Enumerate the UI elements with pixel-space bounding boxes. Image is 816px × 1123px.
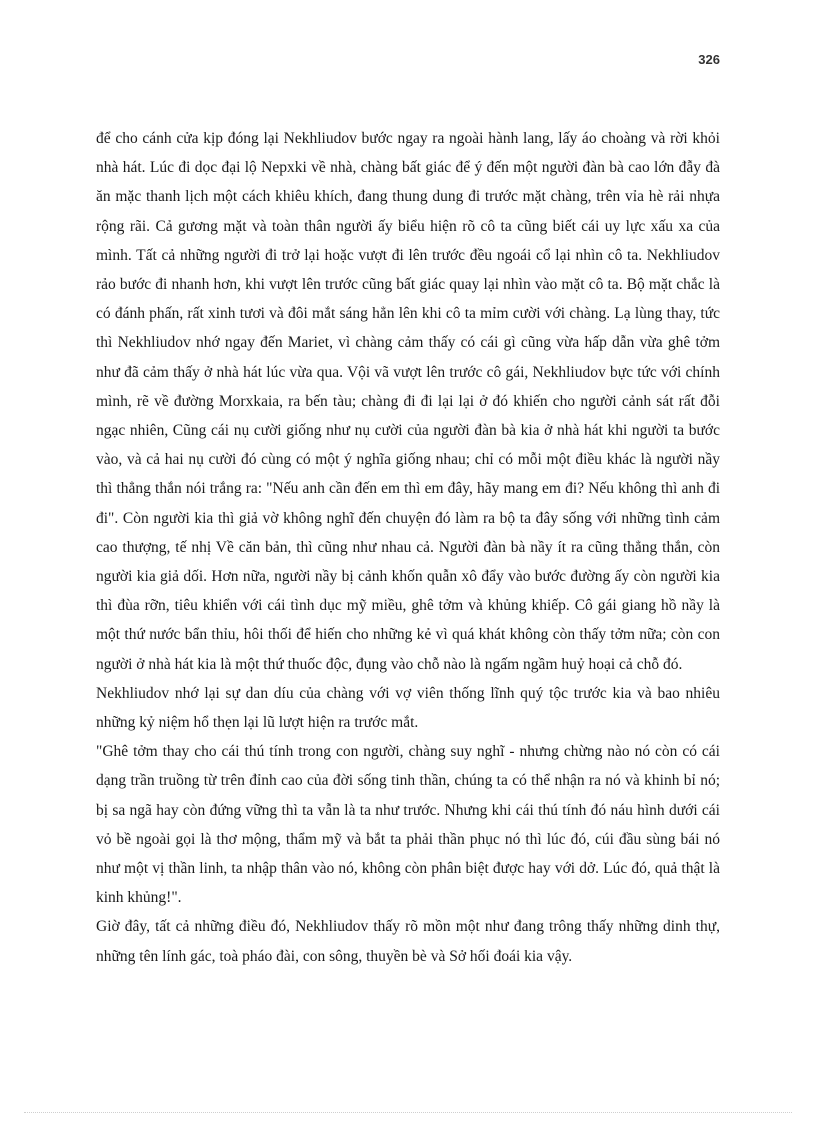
paragraph: Nekhliudov nhớ lại sự dan díu của chàng với vợ viên thống lĩnh quý tộc trước kia và bao nhiêu những kỷ niệm hổ thẹn lại lũ lượt hiện ra trước mắt. bbox=[96, 684, 720, 732]
paragraph: để cho cánh cửa kịp đóng lại Nekhliudov bước ngay ra ngoài hành lang, lấy áo choàng và rời khỏi nhà hát. Lúc đi dọc đại lộ Nepxki về nhà, chàng bất giác để ý đến một người đàn bà cao lớn đẫy đà ăn mặc thanh lịch một cách khiêu khích, đang thung dung đi trước mặt chàng, trên vỉa hè rải nhựa rộng rãi. Cả gương mặt và toàn thân người ấy biểu hiện rõ cô ta cũng biết cái uy lực xấu xa của mình. Tất cả những người đi trở lại hoặc vượt đi lên trước đều ngoái cổ lại nhìn cô ta. Nekhliudov rảo bước đi nhanh hơn, khi vượt lên trước cũng bất giác quay lại nhìn vào mặt cô ta. Bộ mặt chắc là có đánh phấn, rất xinh tươi và đôi mắt sáng hẳn lên khi cô ta mỉm cười với chàng. Lạ lùng thay, tức thì Nekhliudov nhớ ngay đến Mariet, vì chàng cảm thấy có cái gì cũng vừa hấp dẫn vừa ghê tởm như đã cảm thấy ở nhà hát lúc vừa qua. Vội vã vượt lên trước cô gái, Nekhliudov bực tức với chính mình, rẽ về đường Morxkaia, ra bến tàu; chàng đi đi lại lại ở đó khiến cho người cảnh sát rất đỗi ngạc nhiên, Cũng cái nụ cười giống như nụ cười của người đàn bà kia ở nhà hát khi người ta bước vào, và cả hai nụ cười đó cùng có một ý nghĩa giống nhau; chỉ có mỗi một điều khác là người nầy thì thẳng thắn nói trắng ra: "Nếu anh cần đến em thì em đây, hãy mang em đi? Nếu không thì anh đi đi". Còn người kia thì giả vờ không nghĩ đến chuyện đó làm ra bộ ta đây sống với những tình cảm cao thượng, tế nhị Về căn bản, thì cũng như nhau cả. Người đàn bà nầy ít ra cũng thẳng thắn, còn người kia giả dối. Hơn nữa, người nầy bị cảnh khốn quẫn xô đẩy vào bước đường ấy còn người kia thì đùa rỡn, tiêu khiển với cái tình dục mỹ miều, ghê tởm và khủng khiếp. Cô gái giang hồ nầy là một thứ nước bẩn thỉu, hôi thối để hiến cho những kẻ vì quá khát không còn thấy tởm nữa; còn con người ở nhà hát kia là một thứ thuốc độc, đụng vào chỗ nào là ngấm ngầm huỷ hoại cả chỗ đó. bbox=[96, 130, 720, 673]
paragraph: "Ghê tởm thay cho cái thú tính trong con người, chàng suy nghĩ - nhưng chừng nào nó còn có cái dạng trần truồng từ trên đỉnh cao của đời sống tinh thần, chúng ta có thể nhận ra nó và khinh bỉ nó; bị sa ngã hay còn đứng vững thì ta vẫn là ta như trước. Nhưng khi cái thú tính đó náu hình dưới cái vỏ bề ngoài gọi là thơ mộng, thẩm mỹ và bắt ta phải thần phục nó thì lúc đó, cúi đầu sùng bái nó như một vị thần linh, ta nhập thân vào nó, không còn phân biệt được hay với dở. Lúc đó, quả thật là kinh khủng!". bbox=[96, 743, 720, 907]
page-bottom-divider bbox=[24, 1112, 792, 1113]
paragraph: Giờ đây, tất cả những điều đó, Nekhliudov thấy rõ mồn một như đang trông thấy những dinh thự, những tên lính gác, toà pháo đài, con sông, thuyền bè và Sở hối đoái kia vậy. bbox=[96, 918, 720, 965]
document-body bbox=[96, 124, 720, 971]
page-number: 326 bbox=[698, 52, 720, 67]
